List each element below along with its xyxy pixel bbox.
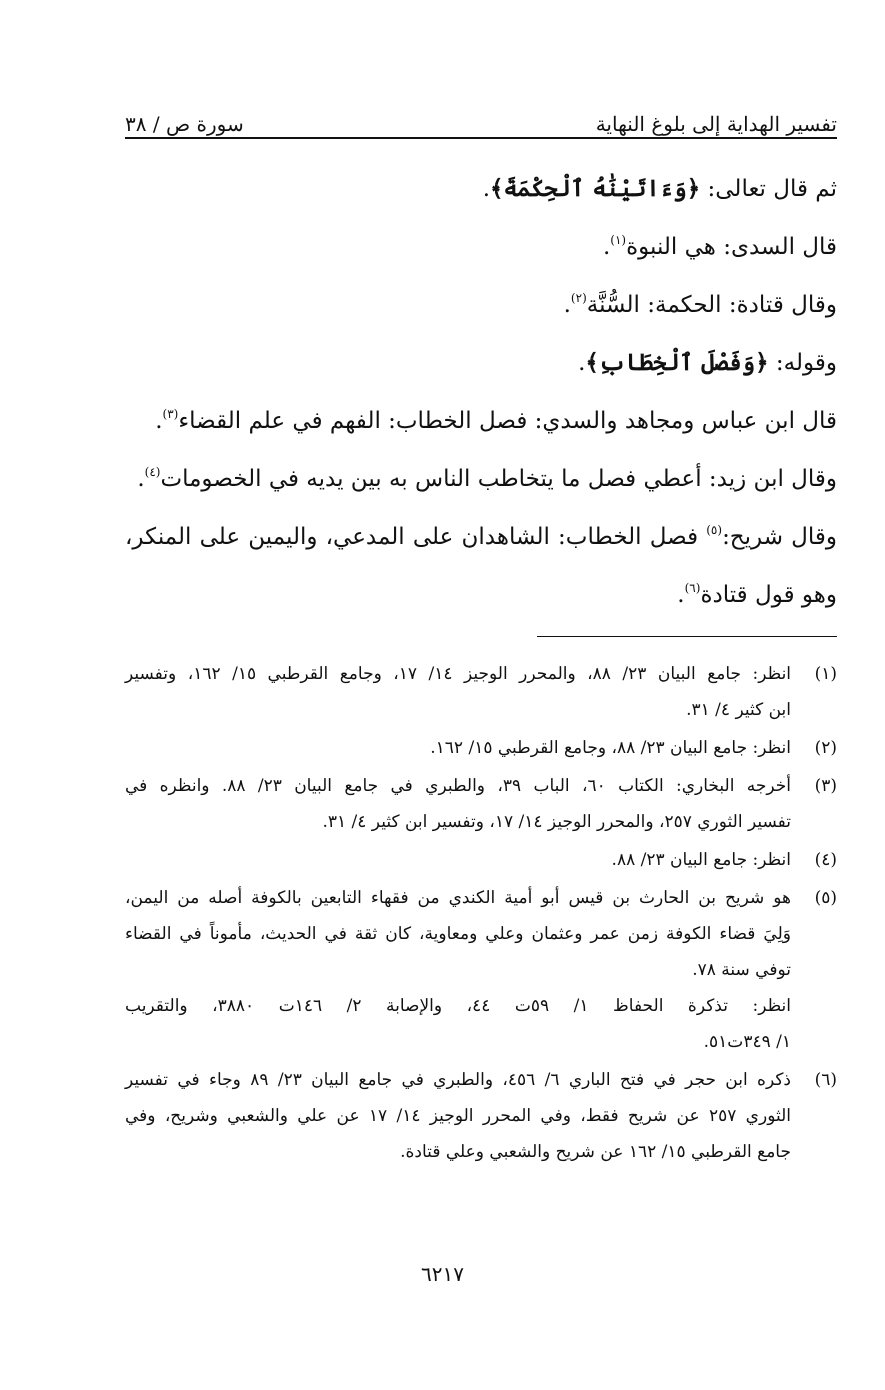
footnote-ref: (٢) [570, 291, 587, 305]
text-line: وقال ابن زيد: أعطي فصل ما يتخاطب الناس به بين يديه في الخصومات$^{(٤)}$. [137, 465, 837, 492]
text-line: قال السدى: هي النبوة$^{(١)}$. [602, 233, 837, 260]
footnote-4 [125, 842, 837, 878]
footnote-number: (٢) [814, 738, 837, 758]
footnote-number: (١) [814, 664, 837, 684]
footnote-line: ابن كثير ٤/ ٣١. [686, 700, 791, 720]
footnote-ref: (٦) [684, 581, 701, 595]
footnote-line: انظر: تذكرة الحفاظ ١/ ٥٩ت ٤٤، والإصابة ٢/ ١٤٦ت ٣٨٨٠، والتقريب [125, 996, 791, 1016]
footnote-line: انظر: جامع البيان ٢٣/ ٨٨، وجامع القرطبي ١٥/ ١٦٢. [430, 738, 791, 758]
text-line: وقوله: ﴿وَفَصْلَ ٱلْخِطَابِ﴾. [578, 349, 837, 376]
footnote-line: ١/ ٣٤٩ت٥١. [703, 1032, 791, 1052]
quran-verse: ﴿وَءَاتَيْنَٰهُ ٱلْحِكْمَةَ﴾ [490, 175, 701, 202]
footnote-number: (٤) [814, 850, 837, 870]
footnote-ref: (٤) [144, 465, 161, 479]
footnote-number: (٦) [814, 1070, 837, 1090]
footnotes [125, 656, 837, 1172]
footnote-line: وَلِيَ قضاء الكوفة زمن عمر وعثمان وعلي ومعاوية، كان ثقة في الحديث، مأموناً في القضاء [125, 924, 791, 944]
footnote-1 [125, 656, 837, 728]
footnote-6 [125, 1062, 837, 1170]
running-header [125, 96, 837, 136]
footnote-line: هو شريح بن الحارث بن قيس أبو أمية الكندي من فقهاء التابعين بالكوفة أصله من اليمن، [125, 888, 791, 908]
text-line: ثم قال تعالى: ﴿وَءَاتَيْنَٰهُ ٱلْحِكْمَةَ﴾. [482, 175, 837, 202]
footnote-line: ذكره ابن حجر في فتح الباري ٦/ ٤٥٦، والطبري في جامع البيان ٢٣/ ٨٩ وجاء في تفسير [125, 1070, 791, 1090]
quran-verse: ﴿وَفَصْلَ ٱلْخِطَابِ﴾ [585, 349, 769, 376]
page-number: ٦٢١٧ [421, 1262, 464, 1286]
footnote-line: توفي سنة ٧٨. [692, 960, 791, 980]
footnote-number: (٣) [814, 776, 837, 796]
footnote-number: (٥) [814, 888, 837, 908]
book-title: تفسير الهداية إلى بلوغ النهاية [595, 112, 837, 136]
footnote-line: أخرجه البخاري: الكتاب ٦٠، الباب ٣٩، والطبري في جامع البيان ٢٣/ ٨٨. وانظره في [125, 776, 792, 796]
footnote-2 [125, 730, 837, 766]
text-line: وقال شريح:$^{(٥)}$ فصل الخطاب: الشاهدان على المدعي، واليمين على المنكر، [125, 523, 837, 550]
surah-reference: سورة ص / ٣٨ [125, 112, 244, 136]
header-divider [125, 137, 837, 139]
footnote-ref: (٣) [162, 407, 179, 421]
footnote-ref: (١) [610, 233, 627, 247]
text-line: قال ابن عباس ومجاهد والسدي: فصل الخطاب: الفهم في علم القضاء$^{(٣)}$. [155, 407, 837, 434]
footnote-line: جامع القرطبي ١٥/ ١٦٢ عن شريح والشعبي وعلي قتادة. [400, 1142, 791, 1162]
footnote-line: انظر: جامع البيان ٢٣/ ٨٨. [611, 850, 791, 870]
footnote-line: تفسير الثوري ٢٥٧، والمحرر الوجيز ١٤/ ١٧، وتفسير ابن كثير ٤/ ٣١. [322, 812, 791, 832]
main-text [125, 160, 837, 624]
footnote-divider [537, 636, 837, 637]
footnote-ref: (٥) [706, 523, 723, 537]
text-line: وقال قتادة: الحكمة: السُّنَّة$^{(٢)}$. [563, 291, 837, 318]
footnote-3 [125, 768, 837, 840]
footnote-5 [125, 880, 837, 1060]
text-line: وهو قول قتادة$^{(٦)}$. [677, 581, 837, 608]
footnote-line: انظر: جامع البيان ٢٣/ ٨٨، والمحرر الوجيز ١٤/ ١٧، وجامع القرطبي ١٥/ ١٦٢، وتفسير [125, 664, 792, 684]
footnote-line: الثوري ٢٥٧ عن شريح فقط، وفي المحرر الوجيز ١٤/ ١٧ عن علي والشعبي وشريح، وفي [125, 1106, 792, 1126]
